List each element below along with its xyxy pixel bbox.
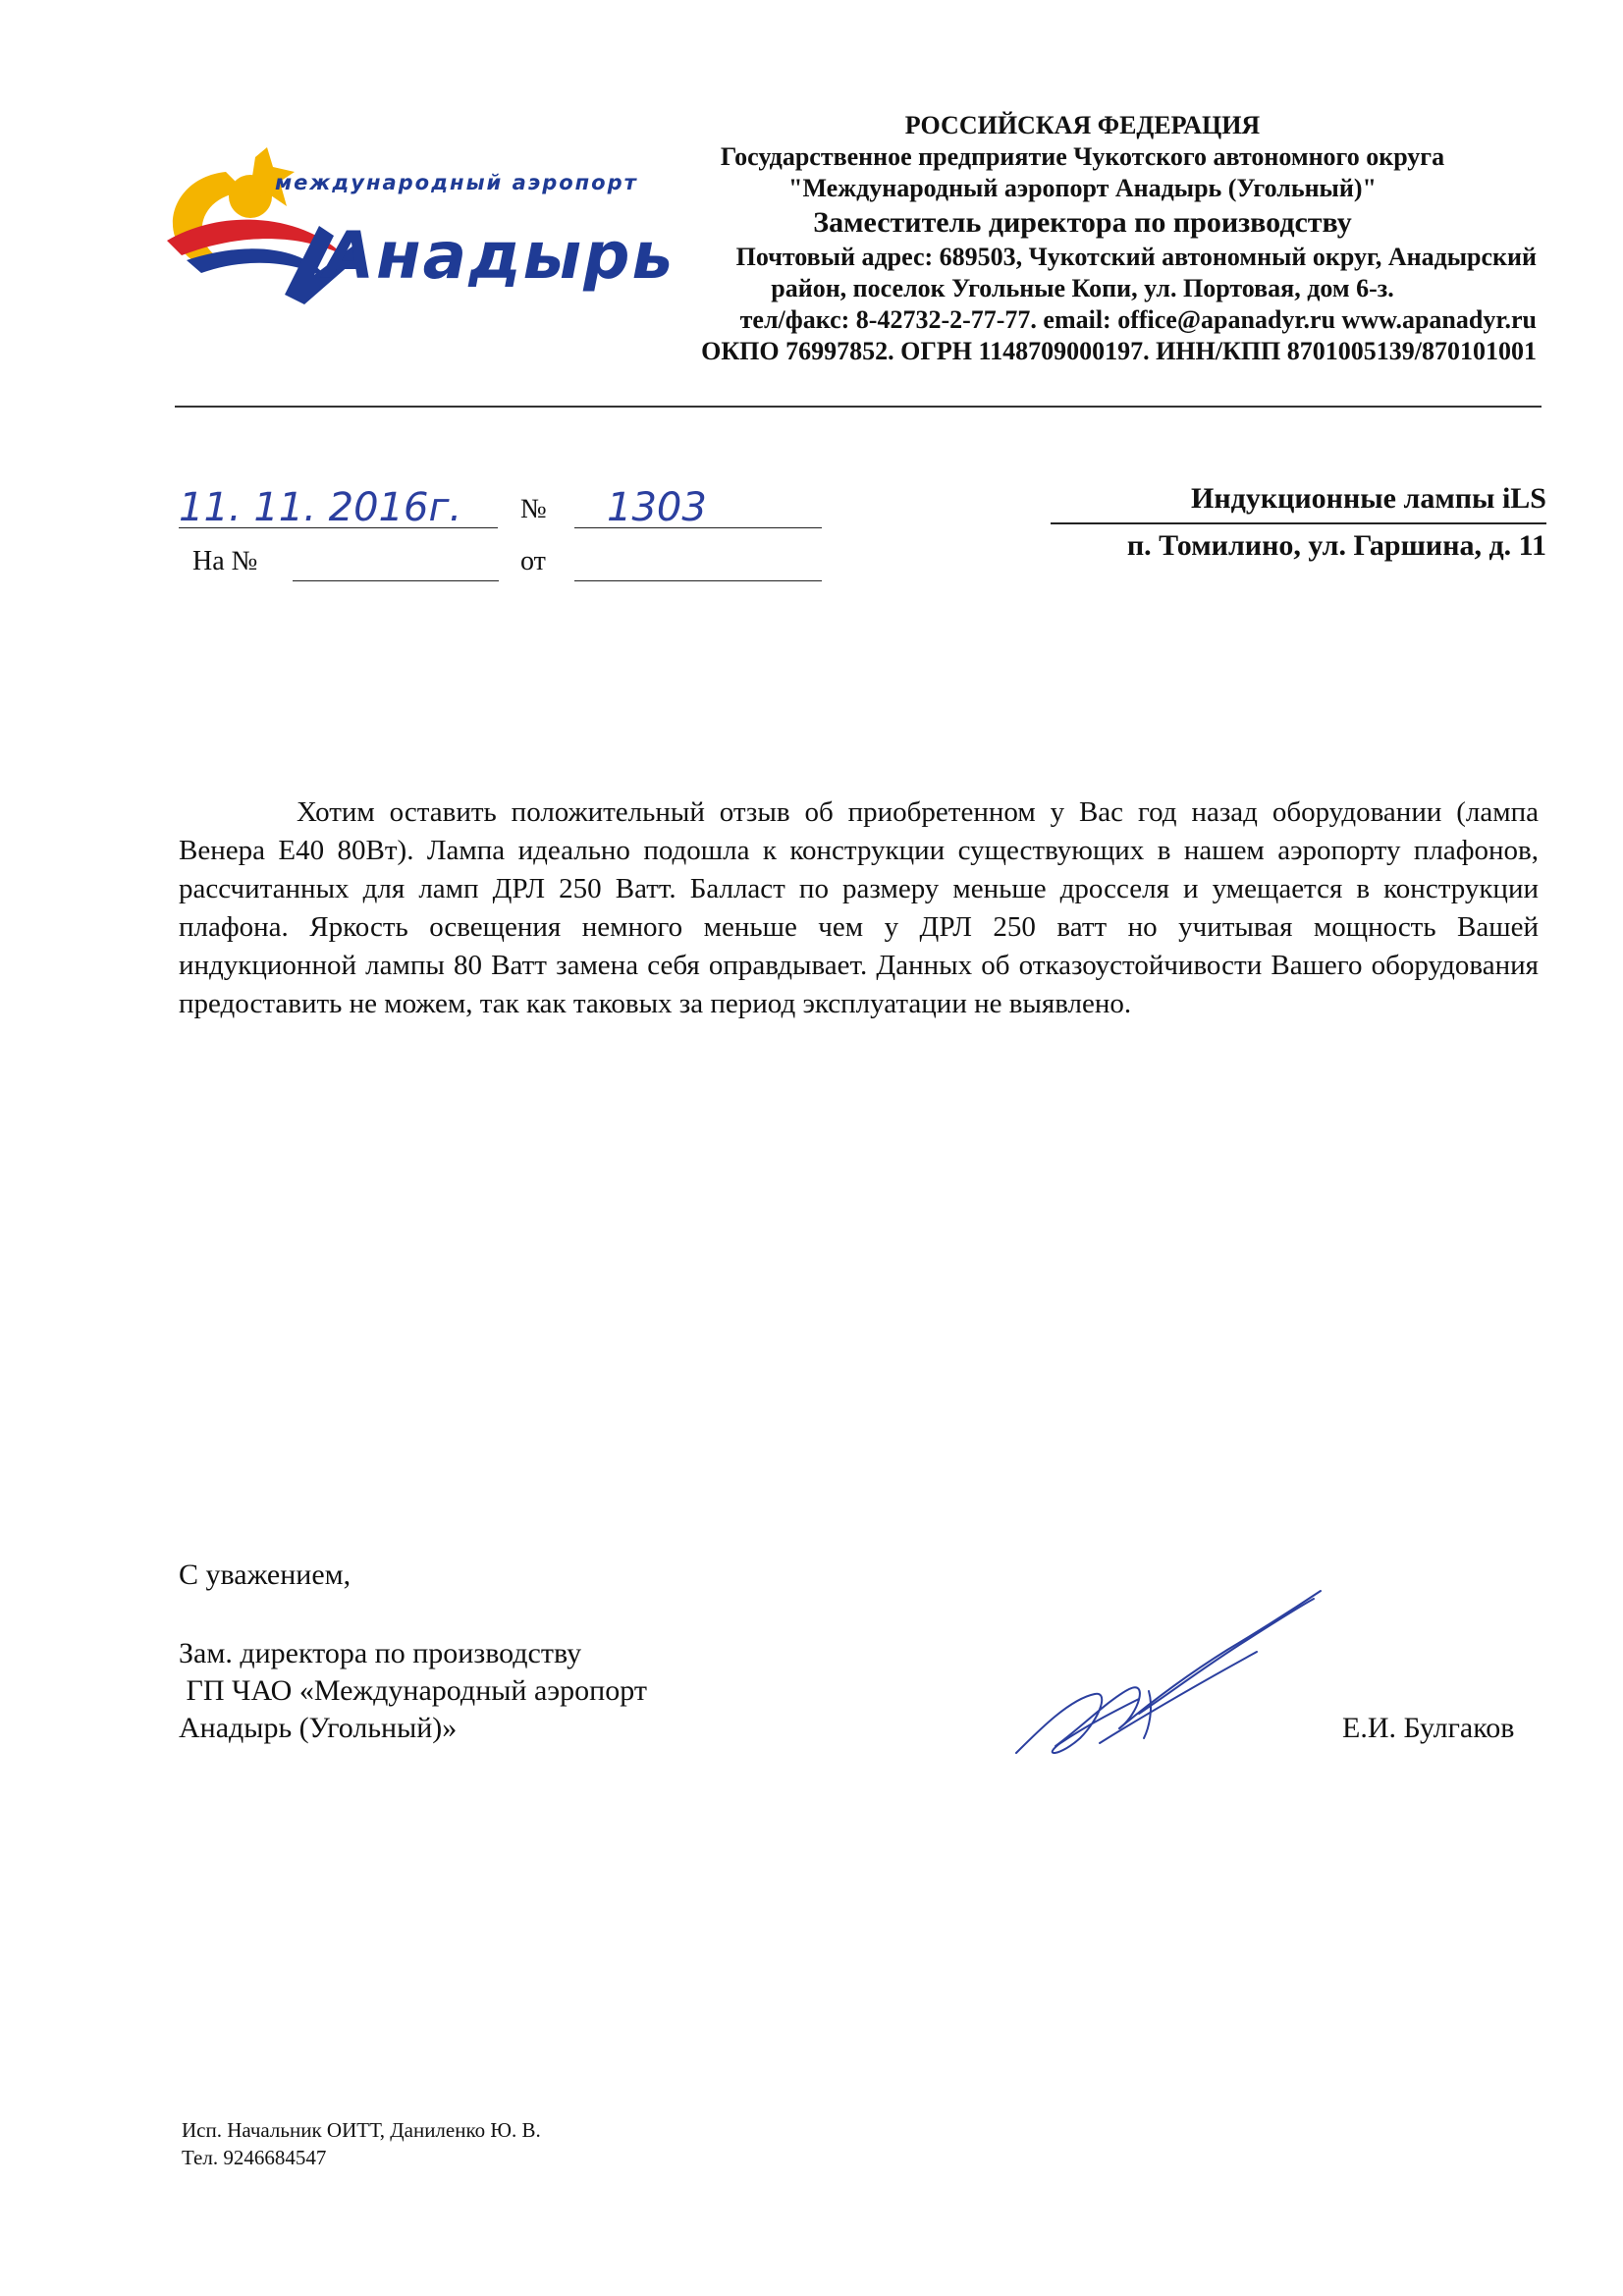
signature-image	[1001, 1581, 1325, 1763]
executor-phone: Тел. 9246684547	[182, 2146, 327, 2169]
header-address-1: Почтовый адрес: 689503, Чукотский автономный округ, Анадырский	[735, 243, 1537, 271]
letterhead	[628, 110, 1537, 367]
signer-name: Е.И. Булгаков	[1342, 1712, 1515, 1744]
executor-info: Исп. Начальник ОИТТ, Даниленко Ю. В.	[182, 2118, 541, 2142]
header-address-2: район, поселок Угольные Копи, ул. Портовая, дом 6-з.	[771, 274, 1394, 302]
outgoing-number: 1303	[607, 485, 707, 530]
reply-number-line	[293, 580, 499, 581]
logo-small-text: международный аэропорт	[275, 171, 638, 194]
header-position: Заместитель директора по производству	[813, 206, 1352, 239]
addressee-block	[1051, 479, 1546, 568]
signer-position-1: Зам. директора по производству	[179, 1637, 582, 1669]
addressee-address: п. Томилино, ул. Гаршина, д. 11	[1126, 529, 1546, 562]
header-enterprise: Государственное предприятие Чукотского автономного округа	[720, 142, 1445, 171]
signer-position-2: ГП ЧАО «Международный аэропорт	[179, 1674, 647, 1707]
header-airport-name: "Международный аэропорт Анадырь (Угольный)"	[788, 174, 1377, 202]
number-label: №	[520, 494, 547, 524]
reply-to-label: На №	[192, 546, 258, 576]
header-country: РОССИЙСКАЯ ФЕДЕРАЦИЯ	[904, 111, 1261, 139]
closing-regards: С уважением,	[179, 1558, 352, 1591]
logo-big-text: Анадырь	[324, 218, 676, 294]
date-line	[179, 527, 498, 528]
addressee-company: Индукционные лампы iLS	[1051, 479, 1546, 524]
reply-date-line	[574, 580, 822, 581]
signer-position-3: Анадырь (Угольный)»	[179, 1712, 458, 1744]
reply-from-label: от	[520, 546, 546, 576]
outgoing-date: 11. 11. 2016г.	[179, 485, 462, 530]
letter-body: Хотим оставить положительный отзыв об приобретенном у Вас год назад оборудовании (лампа Венера Е40 80Вт). Лампа идеально подошла к конструкции существующих в нашем аэропорту плафонов, рассчитанных для ламп ДРЛ 250 Ватт. Балласт по размеру меньше дросселя и умещается в конструкции плафона. Яркость освещения немного меньше чем у ДРЛ 250 ватт но учитывая мощность Вашей индукционной лампы 80 Ватт замена себя оправдывает. Данных об отказоустойчивости Вашего оборудования предоставить не можем, так как таковых за период эксплуатации не выявлено.	[179, 796, 1539, 1019]
number-line	[574, 527, 822, 528]
header-registry-codes: ОКПО 76997852. ОГРН 1148709000197. ИНН/КПП 8701005139/870101001	[701, 337, 1537, 365]
header-divider	[175, 406, 1542, 408]
header-contacts: тел/факс: 8-42732-2-77-77. email: office@apanadyr.ru www.apanadyr.ru	[739, 305, 1537, 334]
